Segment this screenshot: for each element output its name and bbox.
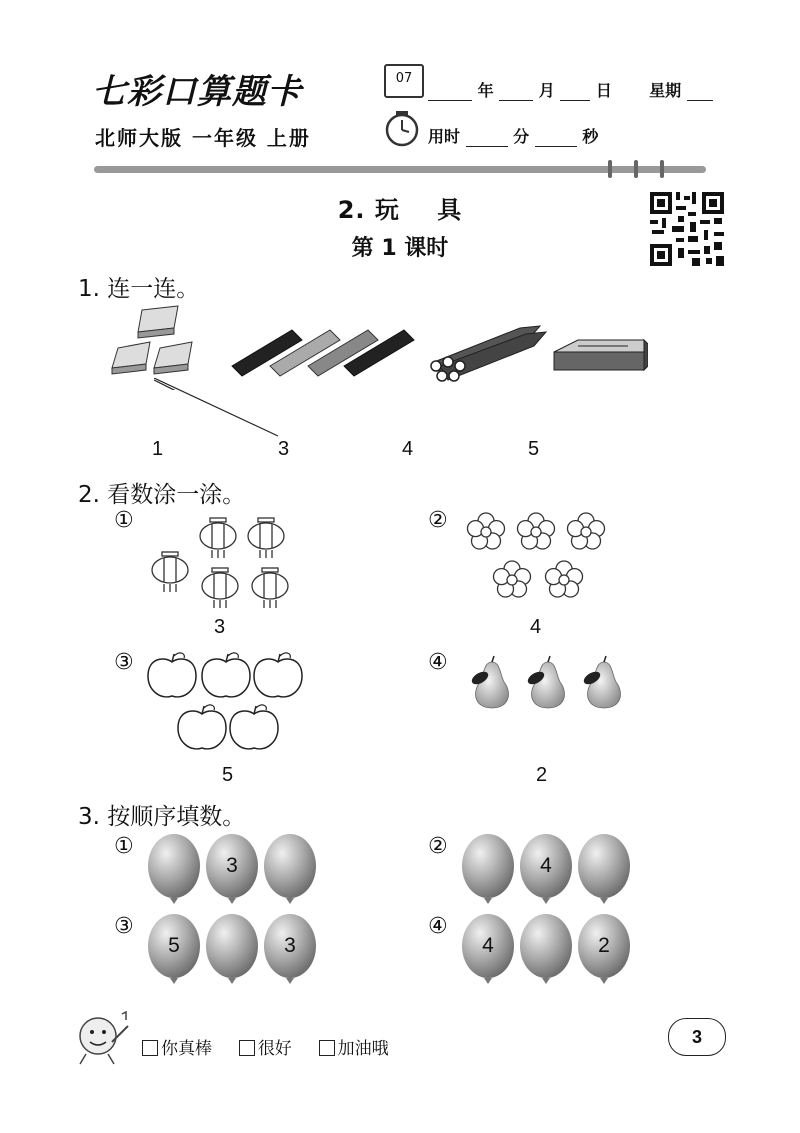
pear-icon bbox=[470, 656, 509, 708]
year-blank[interactable] bbox=[428, 84, 472, 101]
minutes-label: 分 bbox=[513, 127, 530, 146]
pear-group[interactable] bbox=[458, 648, 628, 718]
flower-icon bbox=[518, 513, 555, 549]
header-divider bbox=[94, 166, 706, 173]
weekday-label: 星期 bbox=[649, 81, 682, 100]
qr-code-icon[interactable] bbox=[648, 190, 726, 268]
q2-number: 3 bbox=[214, 616, 226, 638]
q1-number[interactable]: 4 bbox=[402, 438, 414, 460]
q3-part-marker: ① bbox=[114, 834, 134, 859]
balloon-number: 2 bbox=[598, 934, 610, 957]
day-blank[interactable] bbox=[560, 84, 590, 101]
month-label: 月 bbox=[538, 81, 555, 100]
q2-part-marker: ① bbox=[114, 508, 134, 533]
checkbox-icon[interactable] bbox=[319, 1040, 335, 1056]
q3-part-marker: ④ bbox=[428, 914, 448, 939]
balloon-icon bbox=[206, 914, 258, 984]
q3-part-marker: ③ bbox=[114, 914, 134, 939]
weekday-blank[interactable] bbox=[687, 84, 713, 101]
pencil-case-icon bbox=[554, 340, 648, 370]
q2-heading: 2. 看数涂一涂。 bbox=[78, 482, 246, 508]
binder-ring-icon bbox=[634, 160, 638, 178]
time-fields bbox=[428, 124, 598, 147]
rating-option[interactable]: 加油哦 bbox=[319, 1039, 389, 1059]
brand-title bbox=[92, 64, 302, 113]
rating-options bbox=[142, 1034, 389, 1059]
lesson-subtitle: 第 1 课时 bbox=[351, 236, 449, 261]
clock-icon bbox=[384, 110, 420, 148]
flower-icon bbox=[468, 513, 505, 549]
flower-icon bbox=[546, 561, 583, 597]
q2-part-marker: ④ bbox=[428, 650, 448, 675]
q2-number: 5 bbox=[222, 764, 234, 786]
lantern-icon bbox=[248, 518, 284, 558]
lantern-group[interactable] bbox=[146, 512, 296, 612]
balloon-icon bbox=[578, 834, 630, 904]
binder-ring-icon bbox=[660, 160, 664, 178]
q2-number: 2 bbox=[536, 764, 548, 786]
balloon-number: 5 bbox=[168, 934, 180, 957]
lantern-icon bbox=[200, 518, 236, 558]
lantern-icon bbox=[252, 568, 288, 608]
balloon-number: 4 bbox=[482, 934, 494, 957]
apple-group[interactable] bbox=[146, 650, 306, 752]
eraser-group-icon bbox=[112, 306, 192, 374]
q3-part-marker: ② bbox=[428, 834, 448, 859]
lesson-title: 2. 玩 具 bbox=[337, 196, 463, 224]
rating-option[interactable]: 很好 bbox=[239, 1039, 292, 1059]
pear-icon bbox=[526, 656, 565, 708]
time-used-label: 用时 bbox=[428, 127, 461, 146]
q1-number[interactable]: 3 bbox=[278, 438, 290, 460]
flower-icon bbox=[494, 561, 531, 597]
apple-icon bbox=[148, 653, 196, 697]
month-blank[interactable] bbox=[499, 84, 533, 101]
date-fields bbox=[428, 78, 713, 101]
pencil-bundle-icon bbox=[431, 326, 546, 381]
flower-icon bbox=[568, 513, 605, 549]
apple-icon bbox=[202, 653, 250, 697]
balloon-icon bbox=[264, 834, 316, 904]
rating-option[interactable]: 你真棒 bbox=[142, 1039, 212, 1059]
lantern-icon bbox=[152, 552, 188, 592]
binder-ring-icon bbox=[608, 160, 612, 178]
mascot-icon bbox=[72, 1006, 136, 1070]
edition-label: 北师大版 一年级 上册 bbox=[95, 126, 311, 150]
q1-items bbox=[108, 300, 648, 390]
minutes-blank[interactable] bbox=[466, 130, 508, 147]
balloon-number: 4 bbox=[540, 854, 552, 877]
q2-part-marker: ② bbox=[428, 508, 448, 533]
q2-number: 4 bbox=[530, 616, 542, 638]
apple-icon bbox=[178, 705, 226, 749]
balloon-number: 3 bbox=[226, 854, 238, 877]
checkbox-icon[interactable] bbox=[239, 1040, 255, 1056]
q1-number[interactable]: 1 bbox=[152, 438, 164, 460]
calendar-icon bbox=[384, 64, 424, 98]
day-label: 日 bbox=[595, 81, 612, 100]
apple-icon bbox=[230, 705, 278, 749]
seconds-label: 秒 bbox=[582, 127, 599, 146]
apple-icon bbox=[254, 653, 302, 697]
q1-number[interactable]: 5 bbox=[528, 438, 540, 460]
brand-logo-text: 七彩口算题卡 bbox=[92, 72, 302, 112]
balloon-number: 3 bbox=[284, 934, 296, 957]
ruler-group-icon bbox=[232, 330, 414, 376]
calendar-day: 07 bbox=[395, 71, 413, 86]
lantern-icon bbox=[202, 568, 238, 608]
flower-group[interactable] bbox=[462, 510, 612, 604]
q2-part-marker: ③ bbox=[114, 650, 134, 675]
year-label: 年 bbox=[477, 81, 494, 100]
pear-icon bbox=[582, 656, 621, 708]
q3-heading: 3. 按顺序填数。 bbox=[78, 804, 246, 830]
seconds-blank[interactable] bbox=[535, 130, 577, 147]
page-number: 3 bbox=[668, 1018, 726, 1056]
balloon-icon bbox=[148, 834, 200, 904]
q1-heading: 1. 连一连。 bbox=[78, 276, 200, 302]
q1-answer-line bbox=[154, 378, 284, 440]
balloon-icon bbox=[462, 834, 514, 904]
balloon-icon bbox=[520, 914, 572, 984]
checkbox-icon[interactable] bbox=[142, 1040, 158, 1056]
